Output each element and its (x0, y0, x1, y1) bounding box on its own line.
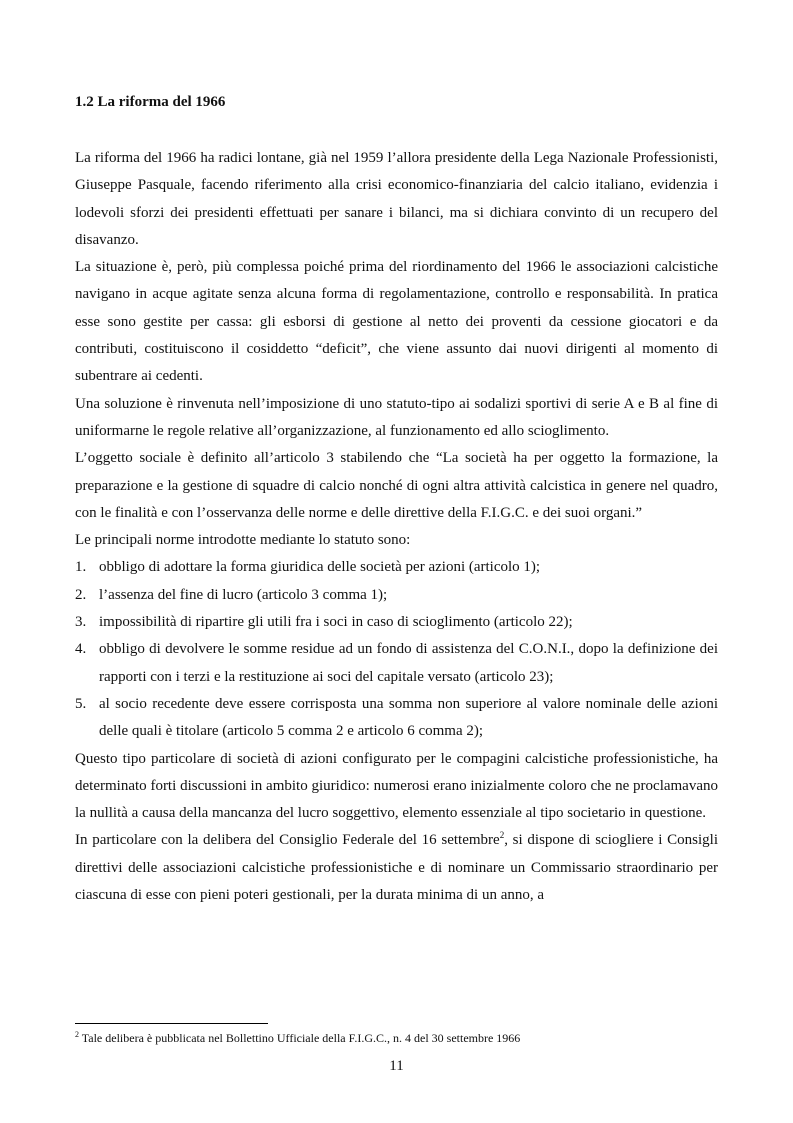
list-number: 5. (75, 695, 87, 712)
paragraph: L’oggetto sociale è definito all’articolo 3 stabilendo che “La società ha per oggetto la formazione, la preparazione e la gestione di squadre di calcio nonché di ogni altra attività calcistica in genere nel quadro, con le finalità e con l’osservanza delle norme e delle direttive della F.I.G.C. e dei suoi organi.” (75, 450, 718, 521)
list-item (75, 691, 718, 746)
footnote-marker: 2 (75, 1030, 79, 1039)
list-item (75, 636, 718, 691)
footnote-separator (75, 1023, 268, 1024)
list-item (75, 582, 718, 609)
list-number: 2. (75, 586, 87, 603)
paragraph: La situazione è, però, più complessa poiché prima del riordinamento del 1966 le associazioni calcistiche navigano in acque agitate senza alcuna forma di regolamentazione, controllo e responsabilità. In pratica esse sono gestite per cassa: gli esborsi di gestione al netto dei proventi da cessione giocatori e da contributi, costituiscono il cosiddetto “deficit”, che viene assunto dai nuovi dirigenti al momento di subentrare ai cedenti. (75, 259, 718, 385)
section-heading: 1.2 La riforma del 1966 (75, 94, 226, 110)
list-number: 4. (75, 641, 87, 658)
paragraph (75, 827, 718, 909)
page-number: 11 (389, 1058, 404, 1074)
list-text: obbligo di devolvere le somme residue ad un fondo di assistenza del C.O.N.I., dopo la definizione dei rapporti con i terzi e la restituzione ai soci del capitale versato (articolo 23); (99, 641, 718, 685)
list-item (75, 609, 718, 636)
footnote-text: Tale delibera è pubblicata nel Bollettino Ufficiale della F.I.G.C., n. 4 del 30 settembre 1966 (79, 1031, 521, 1045)
body-text (75, 145, 718, 909)
paragraph: Una soluzione è rinvenuta nell’imposizione di uno statuto-tipo ai sodalizi sportivi di serie A e B al fine di uniformarne le regole relative all’organizzazione, al funzionamento ed allo scioglimento. (75, 395, 718, 439)
paragraph: Questo tipo particolare di società di azioni configurato per le compagini calcistiche professionistiche, ha determinato forti discussioni in ambito giuridico: numerosi erano inizialmente coloro che ne proclamavano la nullità a causa della mancanza del lucro soggettivo, elemento essenziale al tipo societario in questione. (75, 750, 718, 822)
paragraph: La riforma del 1966 ha radici lontane, già nel 1959 l’allora presidente della Lega Nazionale Professionisti, Giuseppe Pasquale, facendo riferimento alla crisi economico-finanziaria del calcio italiano, evidenzia i lodevoli sforzi dei presidenti effettuati per sanare i bilanci, ma si dichiara convinto di un recupero del disavanzo. (75, 150, 718, 248)
footnote-ref[interactable]: 2 (499, 830, 505, 841)
list-text: obbligo di adottare la forma giuridica delle società per azioni (articolo 1); (99, 559, 541, 576)
norms-list (75, 554, 718, 745)
paragraph-text: , si dispone di sciogliere i Consigli direttivi delle associazioni calcistiche professionistiche e di nominare un Commissario straordinario per ciascuna di esse con pieni poteri gestionali, per la durata minima di un anno, a (75, 832, 718, 904)
list-text: al socio recedente deve essere corrisposta una somma non superiore al valore nominale delle azioni delle quali è titolare (articolo 5 comma 2 e articolo 6 comma 2); (99, 695, 718, 740)
footnote (75, 1031, 520, 1046)
paragraph: Le principali norme introdotte mediante lo statuto sono: (75, 532, 411, 549)
list-text: impossibilità di ripartire gli utili fra i soci in caso di scioglimento (articolo 22); (99, 614, 573, 631)
paragraph-text: In particolare con la delibera del Consiglio Federale del 16 settembre (75, 832, 500, 849)
list-item (75, 554, 718, 581)
list-number: 1. (75, 559, 87, 576)
list-text: l’assenza del fine di lucro (articolo 3 comma 1); (99, 586, 388, 603)
list-number: 3. (75, 614, 87, 631)
